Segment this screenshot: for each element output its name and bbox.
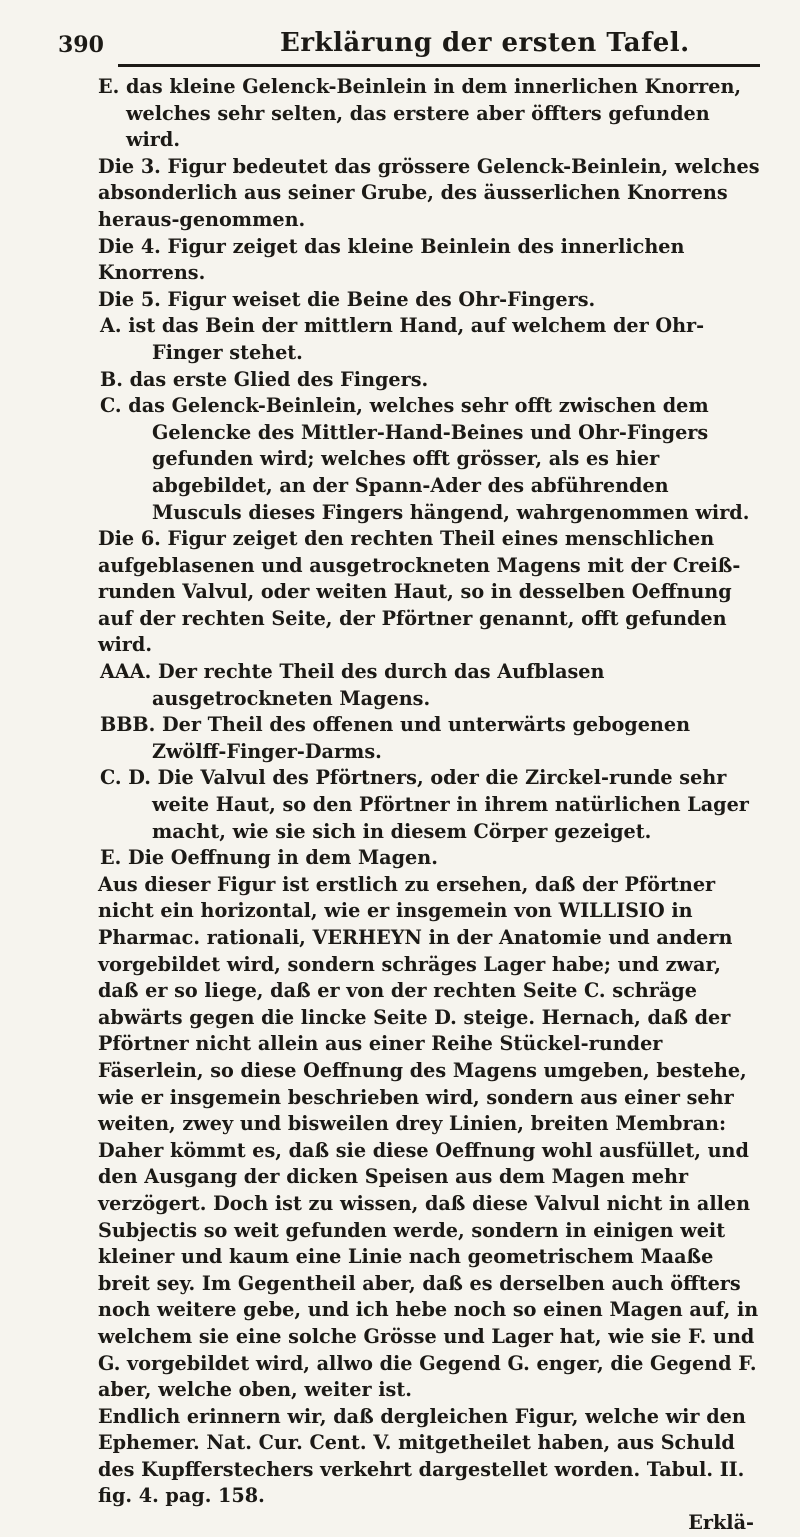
- paragraph: Aus dieser Figur ist erstlich zu ersehen, daß der Pförtner nicht ein horizontal, wie er insgemein von WILLISIO in Pharmac. rationali, VERHEYN in der Anatomie und andern vorgebildet wird, sondern schräges Lager habe; und zwar, daß er so liege, daß er von der rechten Seite C. schräge abwärts gegen die lincke Seite D. steige. Hernach, daß der Pförtner nicht allein aus einer Reihe Stückel-runder Fäserlein, so diese Oeffnung des Magens umgeben, bestehe, wie er insgemein beschrieben wird, sondern aus einer sehr weiten, zwey und bisweilen drey Linien, breiten Membran: Daher kömmt es, daß sie diese Oeffnung wohl ausfüllet, und den Ausgang der dicken Speisen aus dem Magen mehr verzögert. Doch ist zu wissen, daß diese Valvul nicht in allen Subjectis so weit gefunden werde, sondern in einigen weit kleiner und kaum eine Linie nach geometrischem Maaße breit sey. Im Gegentheil aber, daß es derselben auch öffters noch weitere gebe, und ich hebe noch so einen Magen auf, in welchem sie eine solche Grösse und Lager hat, wie sie F. und G. vorgebildet wird, allwo die Gegend G. enger, die Gegend F. aber, welche oben, weiter ist.: [98, 872, 759, 1402]
- paragraph: BBB. Der Theil des offenen und unterwärts gebogenen Zwölff-Finger-Darms.: [100, 713, 691, 763]
- paragraph: AAA. Der rechte Theil des durch das Aufblasen ausgetrockneten Magens.: [100, 660, 605, 710]
- paragraph: E. das kleine Gelenck-Beinlein in dem innerlichen Knorren, welches sehr selten, das erstere aber öffters gefunden wird.: [98, 75, 742, 152]
- paragraph: Endlich erinnern wir, daß dergleichen Figur, welche wir den Ephemer. Nat. Cur. Cent. V. mitgetheilet haben, aus Schuld des Kupfferstechers verkehrt dargestellet worden. Tabul. II. fig. 4. pag. 158.: [98, 1404, 746, 1508]
- paragraph: Die 5. Figur weiset die Beine des Ohr-Fingers.: [98, 287, 596, 311]
- paragraph: A. ist das Bein der mittlern Hand, auf welchem der Ohr-Finger stehet.: [100, 314, 705, 364]
- paragraph: C. das Gelenck-Beinlein, welches sehr offt zwischen dem Gelencke des Mittler-Hand-Beines und Ohr-Fingers gefunden wird; welches offt grösser, als es hier abgebildet, an der Spann-Ader des abführenden Musculs dieses Fingers hängend, wahrgenommen wird.: [100, 394, 750, 524]
- paragraph: B. das erste Glied des Fingers.: [100, 367, 429, 391]
- page-number: 390: [58, 32, 104, 58]
- running-title: Erklärung der ersten Tafel.: [280, 28, 690, 58]
- page-body: [74, 74, 764, 1535]
- page-header: [40, 14, 770, 58]
- paragraph: E. Die Oeffnung in dem Magen.: [100, 846, 438, 870]
- paragraph: Die 6. Figur zeiget den rechten Theil eines menschlichen aufgeblasenen und ausgetrockneten Magens mit der Creiß-runden Valvul, oder weiten Haut, so in desselben Oeffnung auf der rechten Seite, der Pförtner genannt, offt gefunden wird.: [98, 527, 741, 657]
- paragraph: C. D. Die Valvul des Pförtners, oder die Zirckel-runde sehr weite Haut, so den Pförtner in ihrem natürlichen Lager macht, wie sie sich in diesem Cörper gezeiget.: [100, 766, 749, 843]
- paragraph: Die 3. Figur bedeutet das grössere Gelenck-Beinlein, welches absonderlich aus seiner Grube, des äusserlichen Knorrens heraus-genommen.: [98, 154, 760, 231]
- paragraph: Die 4. Figur zeiget das kleine Beinlein des innerlichen Knorrens.: [98, 234, 685, 285]
- catchword: Erklä-: [688, 1511, 754, 1535]
- header-rule: [118, 64, 760, 67]
